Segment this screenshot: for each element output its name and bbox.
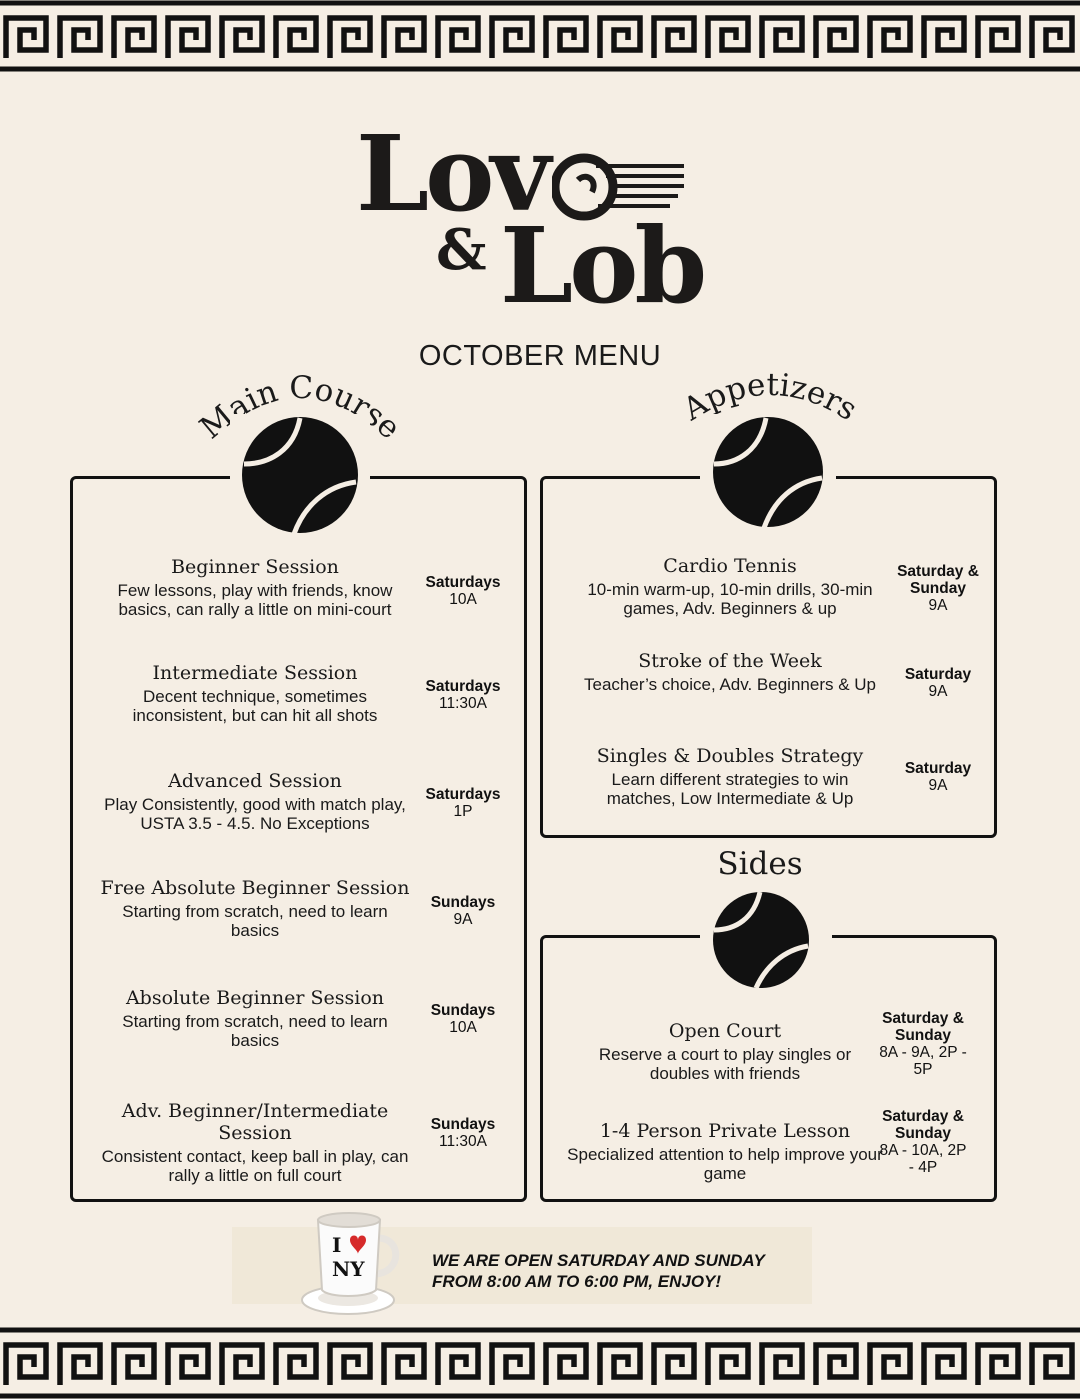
item-name: Absolute Beginner Session	[125, 987, 385, 1009]
item-name: Intermediate Session	[152, 662, 358, 684]
appetizers-heading-text: Appetizers	[677, 366, 864, 428]
menu-item	[580, 555, 880, 618]
item-day: Saturdays	[425, 786, 501, 803]
menu-item	[100, 770, 410, 833]
greek-key-border-top	[0, 0, 1080, 72]
menu-item	[576, 650, 884, 694]
item-time: 10A	[449, 1019, 477, 1036]
item-description: Reserve a court to play singles or doubles with friends	[598, 1045, 852, 1083]
item-day: Saturday & Sunday	[882, 1108, 964, 1142]
item-name: Adv. Beginner/Intermediate Session	[121, 1100, 389, 1144]
logo-word-love: Lov	[356, 112, 547, 235]
opening-hours-note	[432, 1250, 765, 1292]
item-time: 9A	[928, 597, 948, 614]
item-day: Sundays	[430, 894, 496, 911]
item-day: Saturday	[904, 760, 972, 777]
item-schedule	[886, 666, 990, 700]
item-schedule	[412, 1116, 514, 1150]
tennis-ball-icon	[700, 890, 832, 990]
item-name: 1-4 Person Private Lesson	[599, 1120, 851, 1142]
item-description: Specialized attention to help improve your game	[567, 1145, 883, 1183]
item-time: 11:30A	[439, 695, 487, 712]
tennis-ball-icon	[700, 414, 836, 530]
item-time: 9A	[928, 683, 948, 700]
item-description: Teacher’s choice, Adv. Beginners & Up	[584, 675, 876, 694]
item-description: Play Consistently, good with match play, USTA 3.5 - 4.5. No Exceptions	[104, 795, 406, 833]
item-time: 8A - 9A, 2P - 5P	[879, 1044, 967, 1078]
item-schedule	[412, 1002, 514, 1036]
sides-heading: Sides	[717, 846, 803, 882]
menu-item	[96, 987, 414, 1050]
menu-item	[96, 556, 414, 619]
tennis-ball-icon	[230, 414, 370, 536]
item-description: Learn different strategies to win matches, Low Intermediate & Up	[606, 770, 854, 808]
item-schedule	[412, 894, 514, 928]
menu-item	[574, 1020, 876, 1083]
item-time: 9A	[453, 911, 473, 928]
item-schedule	[412, 678, 514, 712]
opening-hours-line1: WE ARE OPEN SATURDAY AND SUNDAY	[432, 1251, 765, 1270]
item-name: Advanced Session	[168, 770, 342, 792]
item-day: Sundays	[430, 1002, 496, 1019]
item-time: 1P	[453, 803, 473, 820]
item-day: Saturday	[904, 666, 972, 683]
item-name: Cardio Tennis	[663, 555, 797, 577]
item-name: Beginner Session	[171, 556, 339, 578]
opening-hours-line2: FROM 8:00 AM TO 6:00 PM, ENJOY!	[432, 1272, 722, 1291]
item-time: 9A	[928, 777, 948, 794]
item-schedule	[876, 1010, 970, 1078]
item-description: 10-min warm-up, 10-min drills, 30-min games, Adv. Beginners & up	[587, 580, 873, 618]
item-day: Saturday & Sunday	[897, 563, 979, 597]
mug-text-ny: NY	[332, 1257, 365, 1281]
menu-item	[566, 1120, 884, 1183]
item-time: 8A - 10A, 2P - 4P	[879, 1142, 967, 1176]
item-description: Decent technique, sometimes inconsistent, but can hit all shots	[132, 687, 378, 725]
greek-key-border-bottom	[0, 1327, 1080, 1399]
item-schedule	[412, 786, 514, 820]
item-schedule	[876, 1108, 970, 1176]
menu-title: OCTOBER MENU	[418, 340, 662, 372]
item-name: Singles & Doubles Strategy	[596, 745, 864, 767]
item-description: Consistent contact, keep ball in play, can rally a little on full court	[101, 1147, 409, 1185]
mug-icon	[298, 1208, 408, 1318]
brand-logo	[340, 112, 740, 328]
item-time: 11:30A	[439, 1133, 487, 1150]
item-day: Saturdays	[425, 574, 501, 591]
item-schedule	[886, 563, 990, 614]
main-course-heading-text: Main Course	[193, 369, 408, 447]
item-description: Few lessons, play with friends, know basics, can rally a little on mini-court	[117, 581, 393, 619]
menu-item	[96, 877, 414, 940]
item-description: Starting from scratch, need to learn basics	[122, 902, 388, 940]
menu-item	[106, 662, 404, 725]
logo-ampersand: &	[436, 217, 483, 283]
item-day: Saturday & Sunday	[882, 1010, 964, 1044]
item-name: Open Court	[668, 1020, 782, 1042]
item-name: Stroke of the Week	[638, 650, 822, 672]
item-schedule	[412, 574, 514, 608]
logo-word-lob: Lob	[500, 204, 704, 327]
menu-item	[86, 1100, 424, 1185]
menu-item	[584, 745, 876, 808]
mug-text-i: I	[332, 1233, 342, 1257]
item-time: 10A	[449, 591, 477, 608]
item-name: Free Absolute Beginner Session	[100, 877, 410, 899]
item-day: Saturdays	[425, 678, 501, 695]
item-day: Sundays	[430, 1116, 496, 1133]
item-description: Starting from scratch, need to learn basics	[122, 1012, 388, 1050]
item-schedule	[886, 760, 990, 794]
